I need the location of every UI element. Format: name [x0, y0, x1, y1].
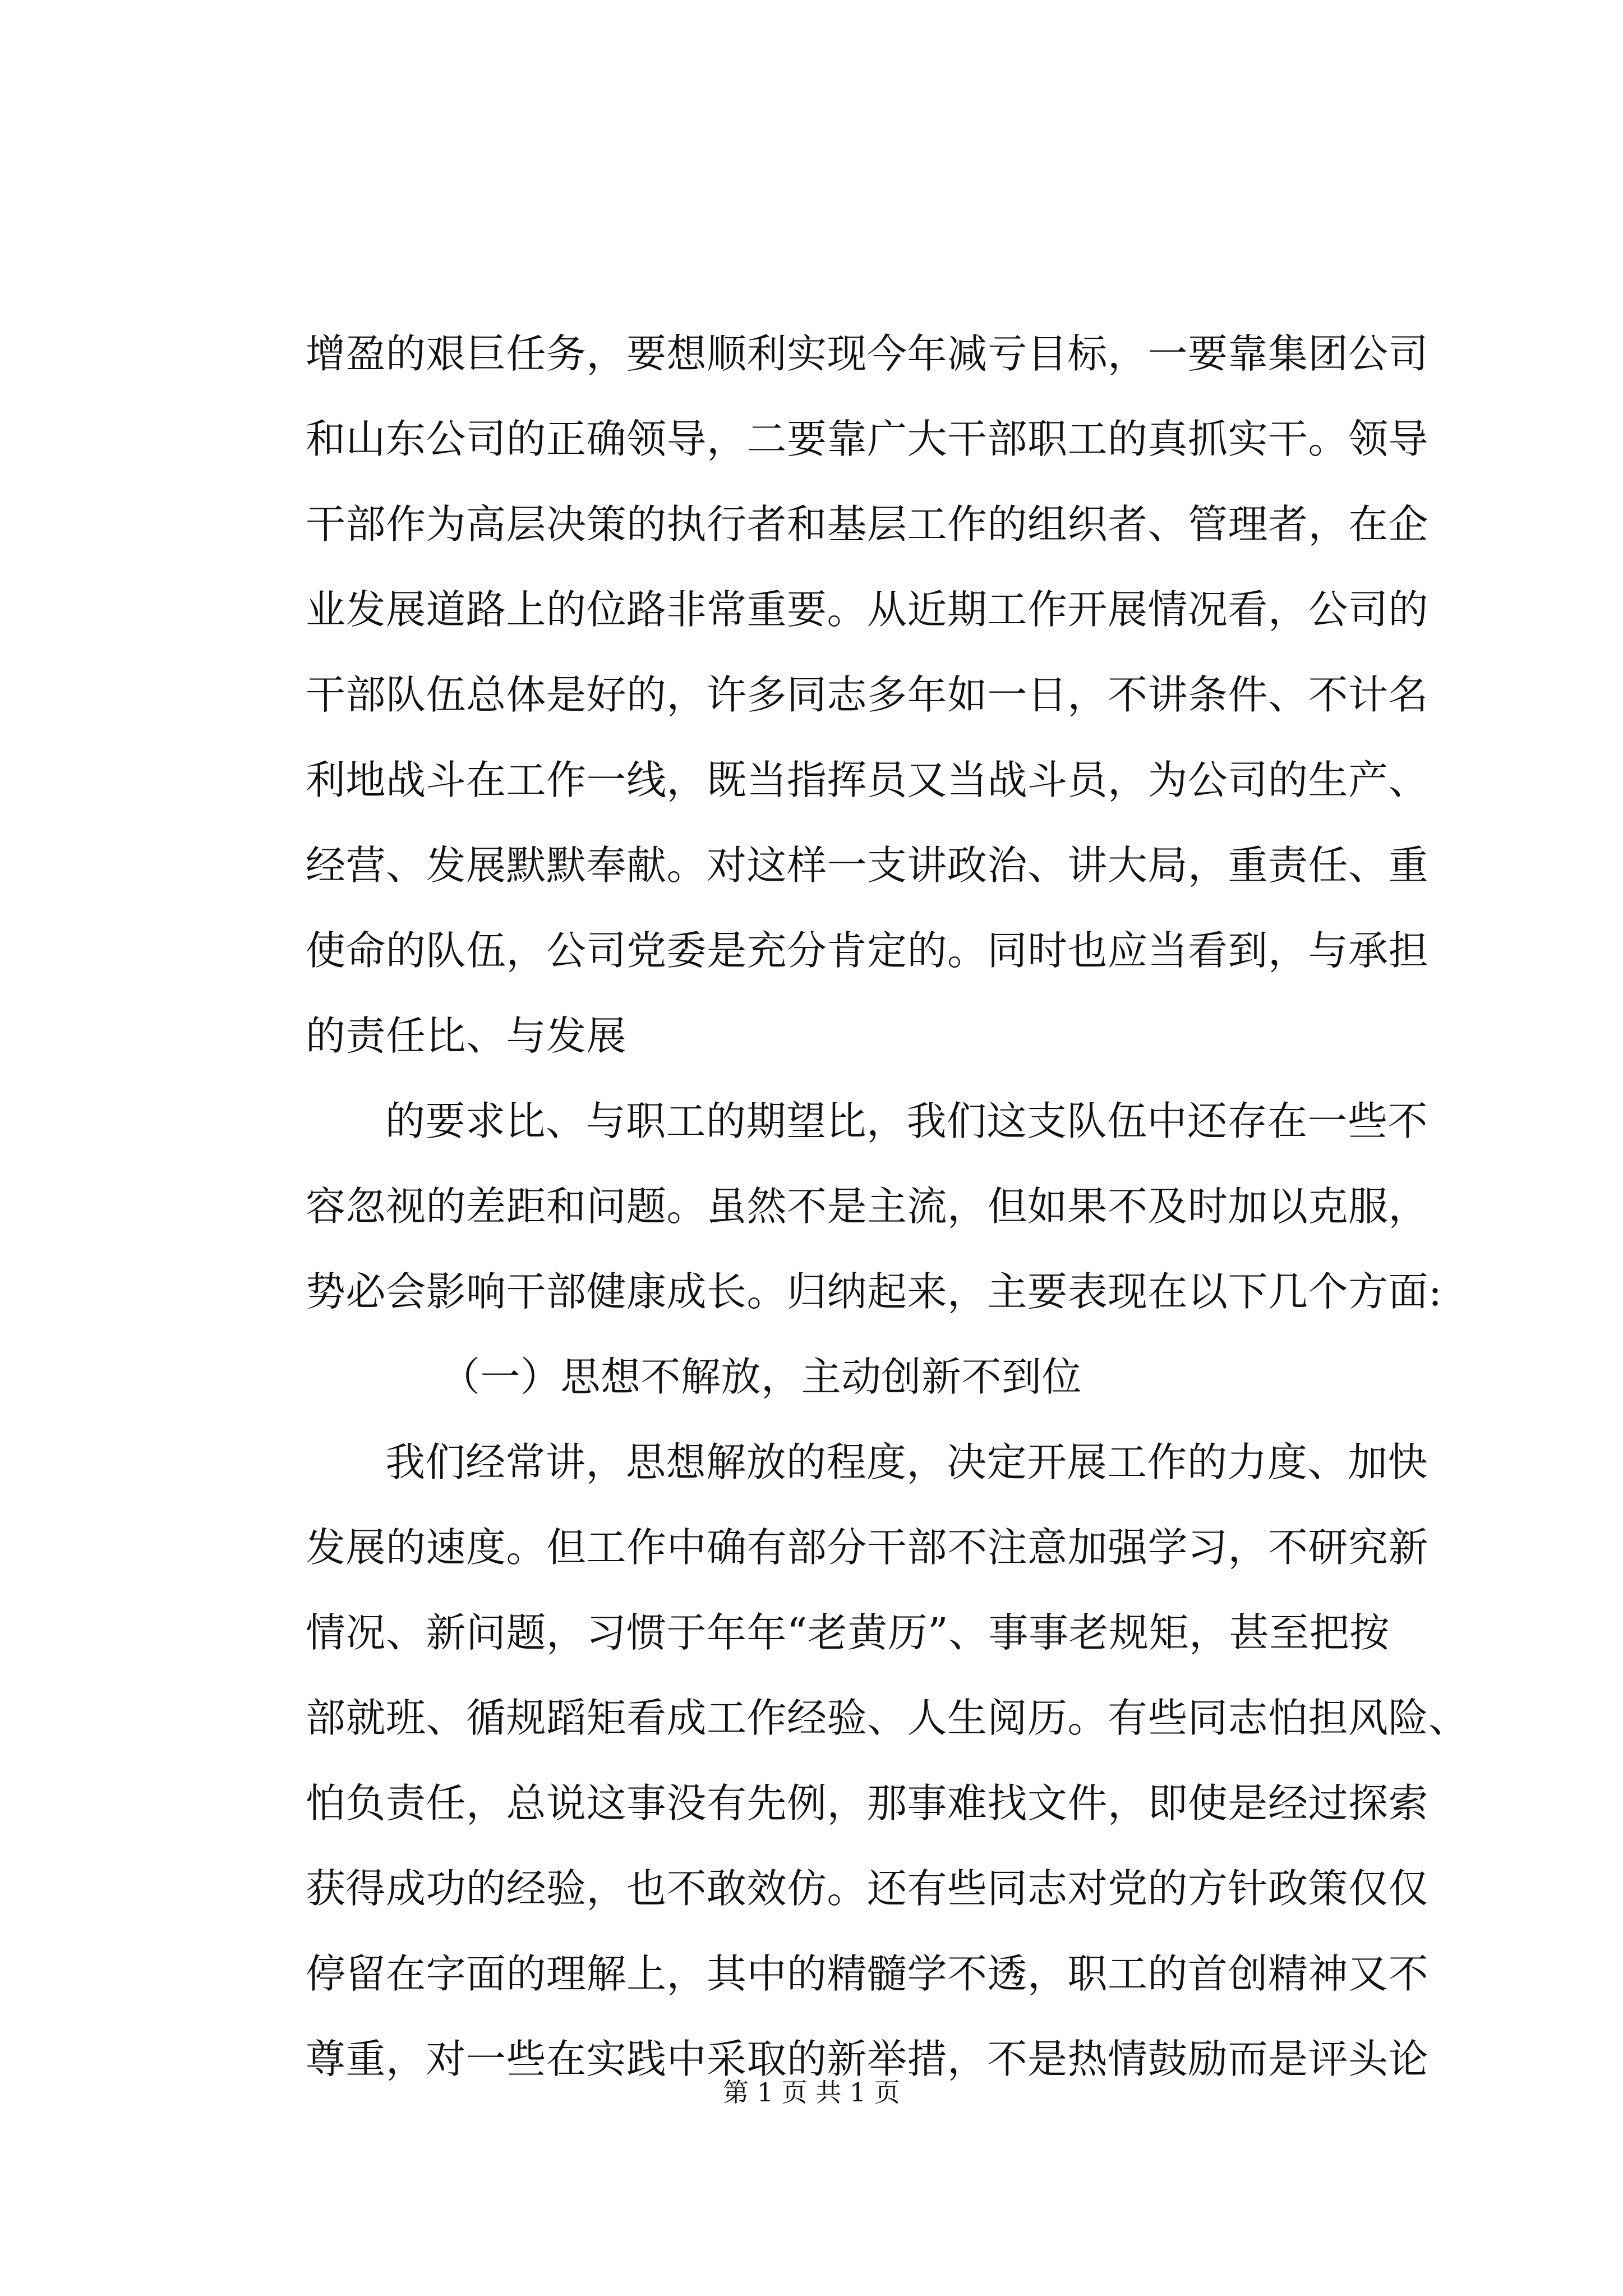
text-line: 尊重，对一些在实践中采取的新举措，不是热情鼓励而是评头论 [306, 2036, 1429, 2082]
text-line: 怕负责任，总说这事没有先例，那事难找文件，即使是经过探索 [306, 1780, 1429, 1826]
text-line: 停留在字面的理解上，其中的精髓学不透，职工的首创精神又不 [306, 1950, 1429, 1997]
text-line: 发展的速度。但工作中确有部分干部不注意加强学习，不研究新 [306, 1524, 1429, 1571]
text-line: 获得成功的经验，也不敢效仿。还有些同志对党的方针政策仅仅 [306, 1865, 1429, 1912]
page-footer [0, 2076, 1623, 2109]
text-line: 和山东公司的正确领导，二要靠广大干部职工的真抓实干。领导 [306, 416, 1429, 462]
text-line: 容忽视的差距和问题。虽然不是主流，但如果不及时加以克服， [306, 1183, 1429, 1230]
text-line: 情况、新问题，习惯于年年“老黄历”、事事老规矩，甚至把按 [306, 1609, 1390, 1656]
text-line: 部就班、循规蹈矩看成工作经验、人生阅历。有些同志怕担风险、 [306, 1695, 1469, 1741]
text-line: 业发展道路上的位路非常重要。从近期工作开展情况看，公司的 [306, 586, 1429, 633]
text-line: 使命的队伍，公司党委是充分肯定的。同时也应当看到，与承担 [306, 927, 1429, 974]
text-line: 的责任比、与发展 [306, 1013, 627, 1059]
section-heading: （一）思想不解放，主动创新不到位 [440, 1354, 1082, 1400]
text-line: 干部作为高层决策的执行者和基层工作的组织者、管理者，在企 [306, 501, 1429, 547]
text-line: 势必会影响干部健康成长。归纳起来，主要表现在以下几个方面: [306, 1268, 1442, 1315]
text-line: 经营、发展默默奉献。对这样一支讲政治、讲大局，重责任、重 [306, 842, 1429, 889]
paragraph-start-line: 的要求比、与职工的期望比，我们这支队伍中还存在一些不 [385, 1098, 1428, 1144]
paragraph-start-line: 我们经常讲，思想解放的程度，决定开展工作的力度、加快 [385, 1439, 1428, 1485]
text-line: 增盈的艰巨任务，要想顺利实现今年减亏目标，一要靠集团公司 [306, 330, 1429, 377]
document-body [306, 311, 1469, 2102]
text-line: 干部队伍总体是好的，许多同志多年如一日，不讲条件、不计名 [306, 671, 1429, 718]
text-line: 利地战斗在工作一线，既当指挥员又当战斗员，为公司的生产、 [306, 757, 1429, 803]
page-number-label: 第 1 页 共 1 页 [723, 2077, 900, 2108]
